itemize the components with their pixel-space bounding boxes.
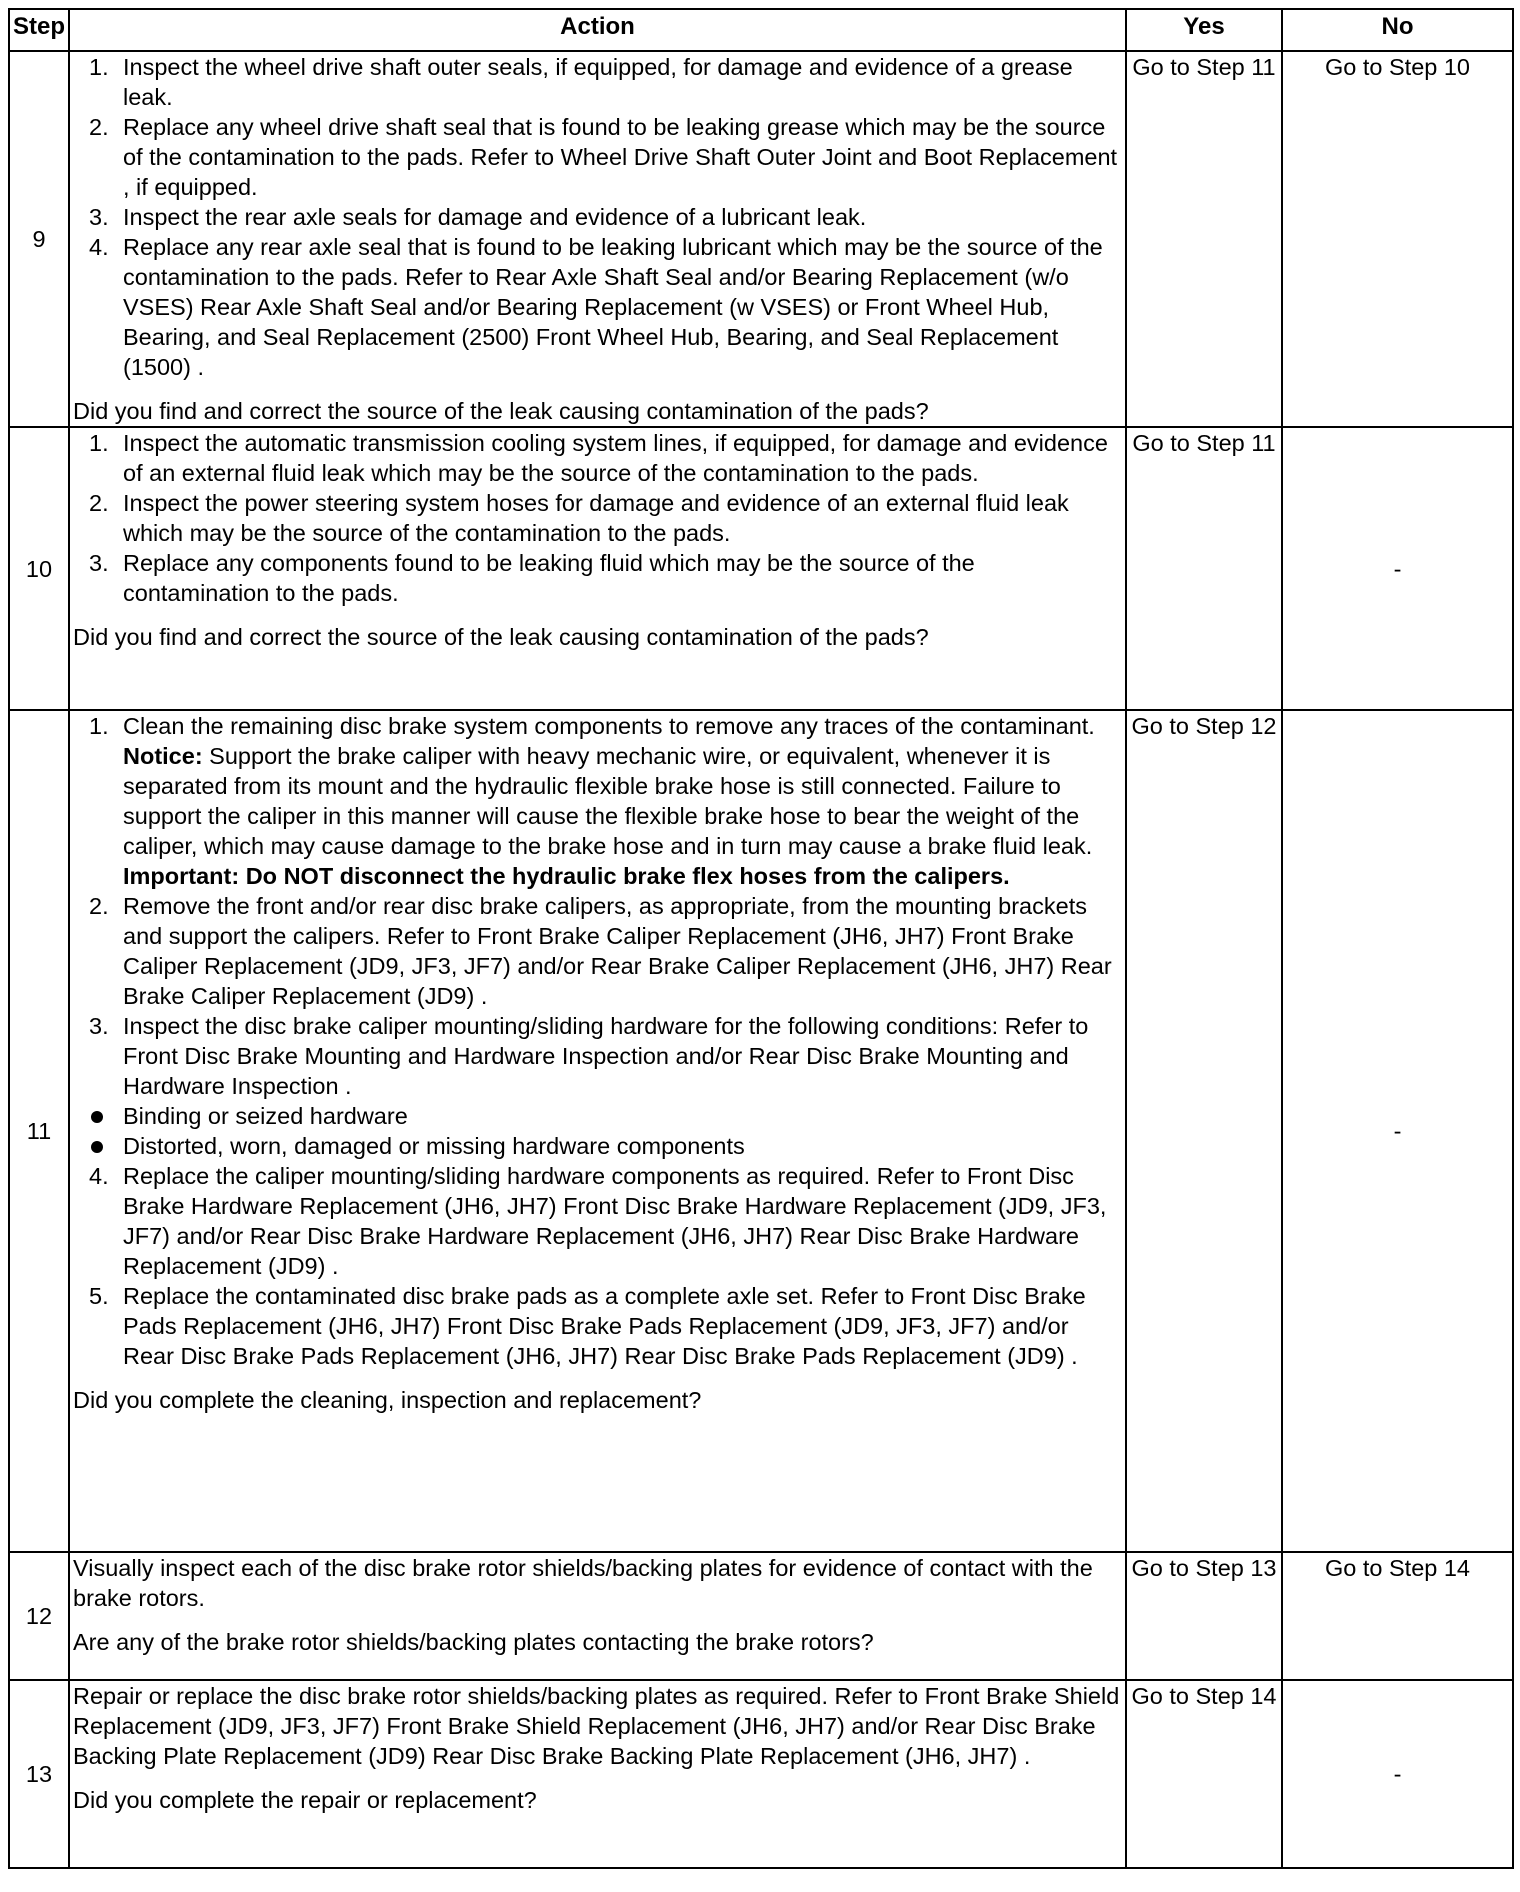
list-item: 1. Inspect the wheel drive shaft outer seals, if equipped, for damage and evidence of a grease leak. [89, 54, 1073, 110]
no-result: - [1282, 710, 1513, 1552]
bullet-icon [91, 1111, 103, 1123]
table-header-row [9, 9, 1513, 51]
header-action: Action [69, 9, 1126, 51]
yes-result: Go to Step 13 [1126, 1552, 1282, 1680]
step-question: Are any of the brake rotor shields/backing plates contacting the brake rotors? [73, 1629, 874, 1655]
step-question: Did you complete the cleaning, inspection and replacement? [73, 1387, 702, 1413]
list-item: 2. Inspect the power steering system hoses for damage and evidence of an external fluid leak which may be the source of the contamination to the pads. [89, 490, 1069, 546]
list-item-text: Remove the front and/or rear disc brake calipers, as appropriate, from the mounting brackets and support the calipers. Refer to Front Brake Caliper Replacement (JH6, JH7) Front Brake Caliper Replacement (JD9, JF3, JF7) and/or Rear Brake Caliper Replacement (JH6, JH7) Rear Brake Caliper Replacement (JD9) . [123, 893, 1112, 1009]
no-result: Go to Step 10 [1282, 51, 1513, 427]
list-item-text: Replace the contaminated disc brake pads as a complete axle set. Refer to Front Disc Brake Pads Replacement (JH6, JH7) Front Disc Brake Pads Replacement (JD9, JF3, JF7) and/or Rear Disc Brake Pads Replacement (JH6, JH7) Rear Disc Brake Pads Replacement (JD9) . [123, 1283, 1086, 1369]
list-item-text: Inspect the disc brake caliper mounting/sliding hardware for the following conditions: Refer to Front Disc Brake Mounting and Hardware Inspection and/or Rear Disc Brake Mounting and Hardware Inspection . [123, 1013, 1089, 1099]
list-item: 1. Clean the remaining disc brake system components to remove any traces of the contaminant. Notice: Support the brake caliper with heavy mechanic wire, or equivalent, whenever it is separated from its mount and the hydraulic flexible brake hose is still connected. Failure to support the caliper in this manner will cause the flexible brake hose to bear the weight of the caliper, which may cause damage to the brake hose and in turn may cause a brake fluid leak. Important: Do NOT disconnect the hydraulic brake flex hoses from the calipers. [73, 711, 1122, 891]
step-number: 10 [9, 427, 69, 710]
list-item: 3. Replace any components found to be leaking fluid which may be the source of the contamination to the pads. [89, 550, 975, 606]
list-item-text: Replace any wheel drive shaft seal that is found to be leaking grease which may be the source of the contamination to the pads. Refer to Wheel Drive Shaft Outer Joint and Boot Replacement , if equipped. [123, 114, 1118, 200]
bullet-icon [91, 1141, 103, 1153]
yes-result: Go to Step 12 [1126, 710, 1282, 1552]
no-result: Go to Step 14 [1282, 1552, 1513, 1680]
list-item: 2. Remove the front and/or rear disc brake calipers, as appropriate, from the mounting brackets and support the calipers. Refer to Front Brake Caliper Replacement (JH6, JH7) Front Brake Caliper Replacement (JD9, JF3, JF7) and/or Rear Brake Caliper Replacement (JH6, JH7) Rear Brake Caliper Replacement (JD9) . [89, 893, 1112, 1009]
step-question: Did you find and correct the source of the leak causing contamination of the pads? [73, 624, 929, 650]
action-cell [69, 51, 1126, 427]
list-item-text: Replace any rear axle seal that is found to be leaking lubricant which may be the source of the contamination to the pads. Refer to Rear Axle Shaft Seal and/or Bearing Replacement (w/o VSES) Rear Axle Shaft Seal and/or Bearing Replacement (w VSES) or Front Wheel Hub, Bearing, and Seal Replacement (2500) Front Wheel Hub, Bearing, and Seal Replacement (1500) . [123, 234, 1103, 380]
action-text: Visually inspect each of the disc brake rotor shields/backing plates for evidence of contact with the brake rotors. [73, 1555, 1093, 1611]
notice-text: Support the brake caliper with heavy mechanic wire, or equivalent, whenever it is separated from its mount and the hydraulic flexible brake hose is still connected. Failure to support the caliper in this manner will cause the flexible brake hose to bear the weight of the caliper, which may cause damage to the brake hose and in turn may cause a brake fluid leak. [123, 743, 1093, 859]
list-item: 5. Replace the contaminated disc brake pads as a complete axle set. Refer to Front Disc Brake Pads Replacement (JH6, JH7) Front Disc Brake Pads Replacement (JD9, JF3, JF7) and/or Rear Disc Brake Pads Replacement (JH6, JH7) Rear Disc Brake Pads Replacement (JD9) . [89, 1283, 1086, 1369]
action-cell [69, 1680, 1126, 1868]
bullet-text: Binding or seized hardware [123, 1103, 408, 1129]
header-no: No [1282, 9, 1513, 51]
action-list [73, 52, 1122, 382]
table-row [9, 427, 1513, 710]
action-list [73, 428, 1122, 608]
list-item-text: Inspect the rear axle seals for damage and evidence of a lubricant leak. [123, 204, 867, 230]
list-item-text: Clean the remaining disc brake system components to remove any traces of the contaminant. [123, 713, 1095, 739]
header-yes: Yes [1126, 9, 1282, 51]
step-number: 11 [9, 710, 69, 1552]
yes-result: Go to Step 11 [1126, 427, 1282, 710]
action-list [73, 711, 1122, 1371]
list-item-text: Inspect the wheel drive shaft outer seals, if equipped, for damage and evidence of a grease leak. [123, 54, 1073, 110]
diagnostic-procedure-table [8, 8, 1514, 1869]
list-item: 4. Replace any rear axle seal that is found to be leaking lubricant which may be the source of the contamination to the pads. Refer to Rear Axle Shaft Seal and/or Bearing Replacement (w/o VSES) Rear Axle Shaft Seal and/or Bearing Replacement (w VSES) or Front Wheel Hub, Bearing, and Seal Replacement (2500) Front Wheel Hub, Bearing, and Seal Replacement (1500) . [89, 234, 1103, 380]
list-item: 2. Replace any wheel drive shaft seal that is found to be leaking grease which may be the source of the contamination to the pads. Refer to Wheel Drive Shaft Outer Joint and Boot Replacement , if equipped. [89, 114, 1118, 200]
list-item: 3. Inspect the disc brake caliper mounting/sliding hardware for the following conditions: Refer to Front Disc Brake Mounting and Hardware Inspection and/or Rear Disc Brake Mounting and Hardware Inspection . Binding or seized hardware Distorted, worn, damaged or missing hardware components [73, 1011, 1122, 1161]
list-item-text: Replace the caliper mounting/sliding hardware components as required. Refer to Front Disc Brake Hardware Replacement (JH6, JH7) Front Disc Brake Hardware Replacement (JD9, JF3, JF7) and/or Rear Disc Brake Hardware Replacement (JH6, JH7) Rear Disc Brake Hardware Replacement (JD9) . [123, 1163, 1107, 1279]
condition-list [73, 1101, 1122, 1161]
no-result: - [1282, 427, 1513, 710]
yes-result: Go to Step 11 [1126, 51, 1282, 427]
important-note: Important: Do NOT disconnect the hydraulic brake flex hoses from the calipers. [123, 863, 1010, 889]
action-text: Repair or replace the disc brake rotor shields/backing plates as required. Refer to Front Brake Shield Replacement (JD9, JF3, JF7) Front Brake Shield Replacement (JH6, JH7) and/or Rear Disc Brake Backing Plate Replacement (JD9) Rear Disc Brake Backing Plate Replacement (JH6, JH7) . [73, 1683, 1120, 1769]
list-item: 1. Inspect the automatic transmission cooling system lines, if equipped, for damage and evidence of an external fluid leak which may be the source of the contamination to the pads. [89, 430, 1108, 486]
list-item: 4. Replace the caliper mounting/sliding hardware components as required. Refer to Front Disc Brake Hardware Replacement (JH6, JH7) Front Disc Brake Hardware Replacement (JD9, JF3, JF7) and/or Rear Disc Brake Hardware Replacement (JH6, JH7) Rear Disc Brake Hardware Replacement (JD9) . [89, 1163, 1107, 1279]
bullet-item [73, 1101, 1122, 1131]
action-cell [69, 710, 1126, 1552]
no-result: - [1282, 1680, 1513, 1868]
list-item-text: Replace any components found to be leaking fluid which may be the source of the contamination to the pads. [123, 550, 975, 606]
table-row [9, 51, 1513, 427]
yes-result: Go to Step 14 [1126, 1680, 1282, 1868]
action-cell [69, 427, 1126, 710]
list-item-text: Inspect the power steering system hoses for damage and evidence of an external fluid leak which may be the source of the contamination to the pads. [123, 490, 1069, 546]
step-question: Did you find and correct the source of the leak causing contamination of the pads? [73, 398, 929, 424]
bullet-item [73, 1131, 1122, 1161]
notice-block [123, 741, 1122, 861]
step-number: 12 [9, 1552, 69, 1680]
table-row [9, 1680, 1513, 1868]
table-row [9, 710, 1513, 1552]
notice-label: Notice: [123, 743, 203, 769]
list-item: 3. Inspect the rear axle seals for damage and evidence of a lubricant leak. [89, 204, 867, 230]
header-step: Step [9, 9, 69, 51]
action-cell [69, 1552, 1126, 1680]
step-number: 9 [9, 51, 69, 427]
step-number: 13 [9, 1680, 69, 1868]
table-row [9, 1552, 1513, 1680]
bullet-text: Distorted, worn, damaged or missing hardware components [123, 1133, 745, 1159]
step-question: Did you complete the repair or replacement? [73, 1787, 537, 1813]
list-item-text: Inspect the automatic transmission cooling system lines, if equipped, for damage and evidence of an external fluid leak which may be the source of the contamination to the pads. [123, 430, 1108, 486]
